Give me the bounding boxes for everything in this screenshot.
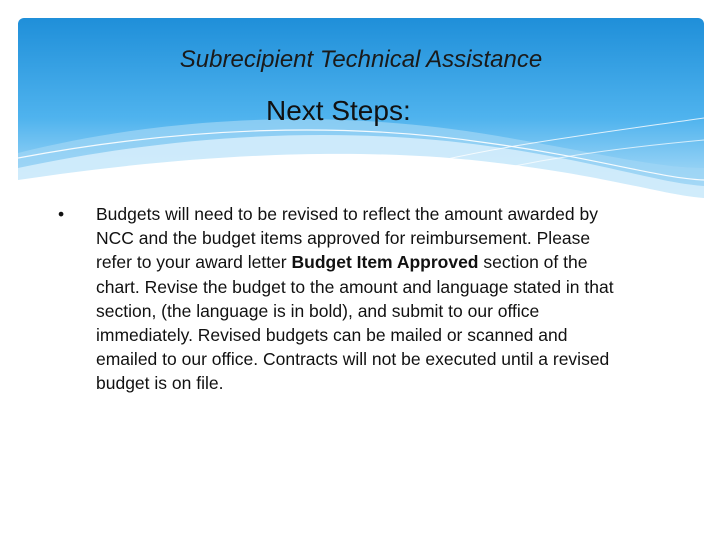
header-banner bbox=[18, 18, 704, 200]
bullet-text bbox=[96, 202, 628, 396]
bullet-marker: • bbox=[58, 204, 65, 224]
bullet-item bbox=[58, 202, 628, 396]
slide-title: Next Steps: bbox=[266, 95, 411, 126]
bullet-text-bold: Budget Item Approved bbox=[291, 252, 479, 273]
slide-subtitle: Subrecipient Technical Assistance bbox=[179, 46, 543, 73]
bullet-list bbox=[58, 202, 628, 396]
bullet-text-part2: section of the chart. Revise the budget to the amount and language stated in that section, (the language is in bold), and submit to our office immediately. Revised budgets can be mailed or scanned and emailed to our office. Contracts will not be executed until a revised budget is on file. bbox=[96, 252, 614, 394]
bullet-text-part1: Budgets will need to be revised to reflect the amount awarded by NCC and the budget items approved for reimbursement. Please refer to your award letter bbox=[96, 204, 598, 273]
